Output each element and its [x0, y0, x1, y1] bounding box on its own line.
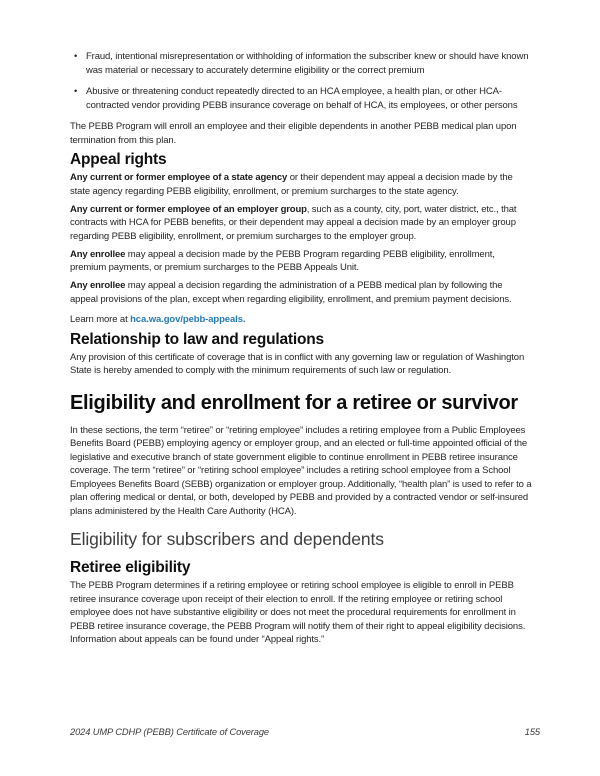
bullet-marker: • [74, 86, 78, 97]
list-item [74, 85, 532, 112]
appeal-paragraph [70, 203, 532, 244]
paragraph-lead-bold: Any current or former employee of an employer group [70, 203, 307, 215]
retiree-eligibility-body: The PEBB Program determines if a retiring employee or retiring school employee is eligible to enroll in PEBB retiree insurance coverage upon receipt of their election to enroll. If the retiring employee or retiring school employee does not have substantive eligibility or does not meet the procedural requirements for enrollment in PEBB retiree insurance coverage, the PEBB Program will notify them of their right to appeal eligibility decisions. Information about appeals can be found under “Appeal rights.” [70, 580, 526, 645]
heading-relationship-law-regulations: Relationship to law and regulations [70, 330, 324, 348]
appeal-paragraph [70, 171, 532, 198]
list-item [74, 50, 532, 77]
bullet-marker: • [74, 51, 78, 62]
appeal-paragraph [70, 248, 532, 275]
learn-more-prefix: Learn more at [70, 314, 131, 325]
pebb-appeals-link[interactable]: hca.wa.gov/pebb-appeals [130, 314, 243, 325]
paragraph-rest: or their dependent may appeal a decision made by the state agency regarding PEBB eligibility, enrollment, or premium surcharges to the state agency. [70, 172, 513, 197]
heading-eligibility-enrollment-retiree-survivor: Eligibility and enrollment for a retiree or survivor [70, 391, 518, 414]
footer [70, 726, 540, 740]
paragraph-rest: , such as a county, city, port, water district, etc., that contracts with HCA for PEBB benefits, or their dependent may appeal a decision made by an employer group regarding PEBB eligibility, enrollment, or premium surcharges to the employer group. [70, 203, 517, 242]
learn-more-paragraph [70, 313, 532, 327]
paragraph-rest: may appeal a decision made by the PEBB Program regarding PEBB eligibility, enrollment, premium payments, or premium surcharges to the PEBB Appeals Unit. [70, 248, 495, 273]
footer-page-number: 155 [524, 727, 540, 737]
heading-retiree-eligibility: Retiree eligibility [70, 559, 191, 576]
retiree-section-body: In these sections, the term “retiree” or “retiring employee” includes a retiring employee from a Public Employees Benefits Board (PEBB) employing agency or employer group, and an elected or full-time appointed official of the legislative and executive branch of state government eligible to continue enrollment in PEBB retiree insurance coverage. The term “retiree” or “retiring school employee” includes a retiring school employee from a School Employees Benefits Board (SEBB) organization or employer group. Additionally, “health plan” is used to refer to a plan offering medical or dental, or both, developed by PEBB and provided by a contracted vendor or self-insured plans administered by the Health Care Authority (HCA). [70, 424, 532, 517]
bullet-text: Fraud, intentional misrepresentation or withholding of information the subscriber knew or should have known was material or necessary to accurately determine eligibility or the correct premium [86, 51, 529, 76]
paragraph-lead-bold: Any enrollee [70, 280, 126, 291]
law-regulations-body: Any provision of this certificate of coverage that is in conflict with any governing law or regulation of Washington State is hereby amended to comply with the minimum requirements of such law or regulation. [70, 351, 525, 376]
footer-document-title: 2024 UMP CDHP (PEBB) Certificate of Coverage [70, 727, 270, 737]
learn-more-suffix: . [242, 314, 246, 325]
paragraph-intro: The PEBB Program will enroll an employee and their eligible dependents in another PEBB medical plan upon termination from this plan. [70, 121, 517, 146]
appeal-paragraph [70, 279, 532, 306]
heading-appeal-rights: Appeal rights [70, 151, 167, 168]
paragraph-lead-bold: Any current or former employee of a state agency [70, 172, 288, 183]
paragraph-rest: may appeal a decision regarding the administration of a PEBB medical plan by following the appeal provisions of the plan, except when regarding eligibility, enrollment, and premium payment decisions. [70, 280, 512, 305]
paragraph-lead-bold: Any enrollee [70, 248, 126, 260]
bullet-text: Abusive or threatening conduct repeatedly directed to an HCA employee, a health plan, or other HCA-contracted vendor providing PEBB insurance coverage on behalf of HCA, its employees, or other persons [86, 86, 518, 111]
bullet-list [70, 50, 532, 112]
heading-eligibility-subscribers-dependents: Eligibility for subscribers and dependents [70, 529, 384, 549]
